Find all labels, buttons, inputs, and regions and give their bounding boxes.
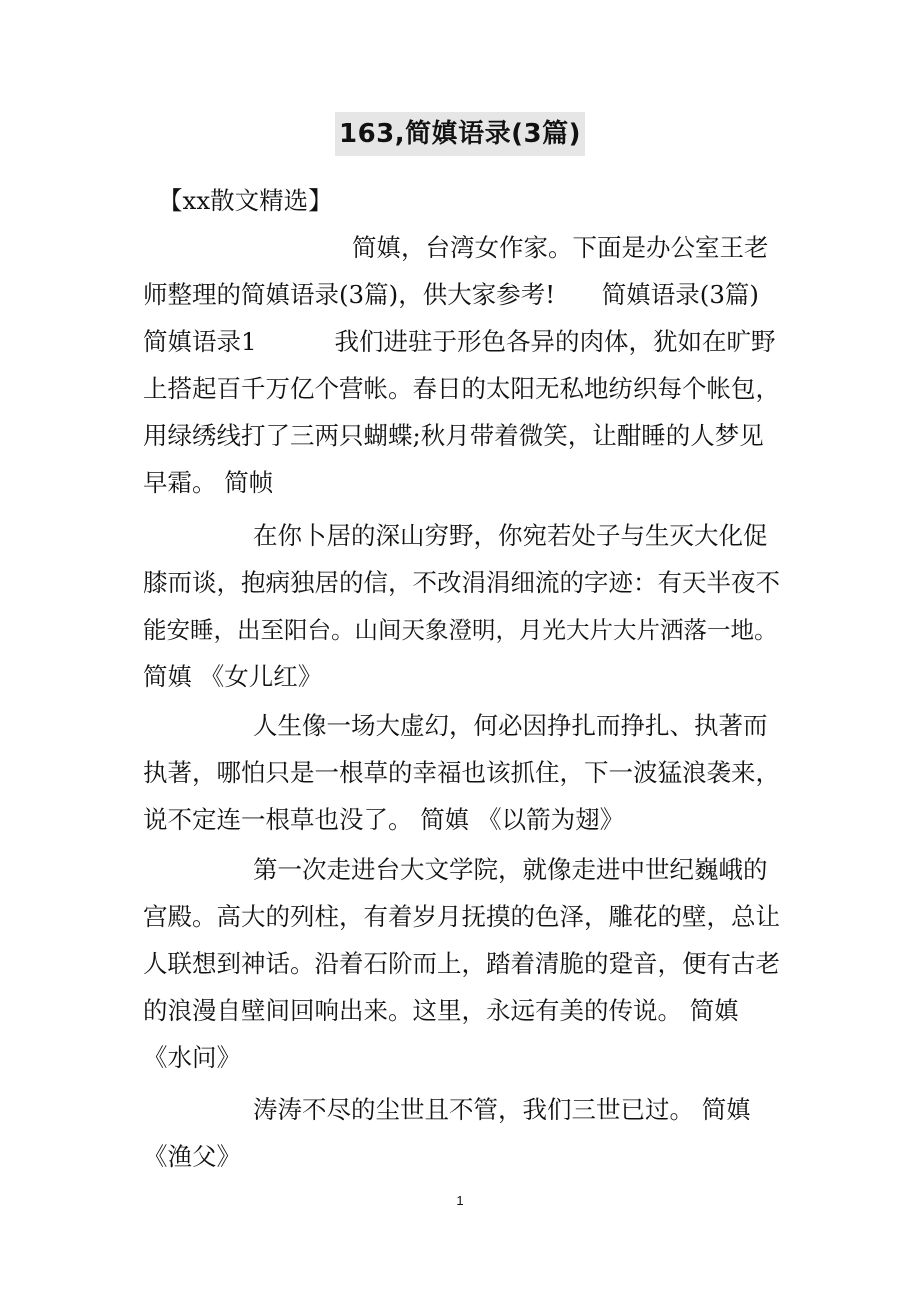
document-title-text: 163,简嫃语录(3篇) [335, 112, 585, 156]
page-number: 1 [456, 1193, 464, 1208]
text-line: 第一次走进台大文学院，就像走进中世纪巍峨的 [253, 855, 768, 884]
text-line: 师整理的简嫃语录(3篇)，供大家参考! 简嫃语录(3篇) [143, 280, 759, 309]
text-line: 人生像一场大虚幻，何必因挣扎而挣扎、执著而 [253, 711, 768, 740]
text-line: 早霜。 简帧 [143, 468, 274, 497]
text-line: 用绿绣线打了三两只蝴蝶;秋月带着微笑，让酣睡的人梦见 [143, 421, 764, 450]
text-line: 宫殿。高大的列柱，有着岁月抚摸的色泽，雕花的壁，总让 [143, 902, 780, 931]
text-line: 说不定连一根草也没了。 简嫃 《以箭为翅》 [143, 805, 625, 834]
category-tag: 【xx散文精选】 [158, 186, 333, 215]
document-title [0, 112, 920, 159]
text-line: 简嫃 《女儿红》 [143, 662, 323, 691]
text-line: 执著，哪怕只是一根草的幸福也该抓住，下一波猛浪袭来， [143, 758, 780, 787]
text-line: 简嫃，台湾女作家。下面是办公室王老 [352, 233, 769, 262]
text-line: 的浪漫自壁间回响出来。这里，永远有美的传说。 简嫃 [143, 996, 739, 1025]
text-line: 《水问》 [143, 1043, 241, 1072]
text-line: 在你卜居的深山穷野，你宛若处子与生灭大化促 [253, 521, 768, 550]
text-line: 上搭起百千万亿个营帐。春日的太阳无私地纺织每个帐包， [143, 374, 780, 403]
text-line: 简嫃语录1 我们进驻于形色各异的肉体，犹如在旷野 [143, 327, 776, 356]
text-line: 能安睡，出至阳台。山间天象澄明，月光大片大片洒落一地。 [143, 616, 778, 644]
text-line: 《渔父》 [143, 1142, 241, 1171]
text-line: 膝而谈，抱病独居的信，不改涓涓细流的字迹：有天半夜不 [143, 568, 780, 597]
text-line: 人联想到神话。沿着石阶而上，踏着清脆的跫音，便有古老 [143, 949, 780, 978]
text-line: 涛涛不尽的尘世且不管，我们三世已过。 简嫃 [253, 1095, 751, 1124]
